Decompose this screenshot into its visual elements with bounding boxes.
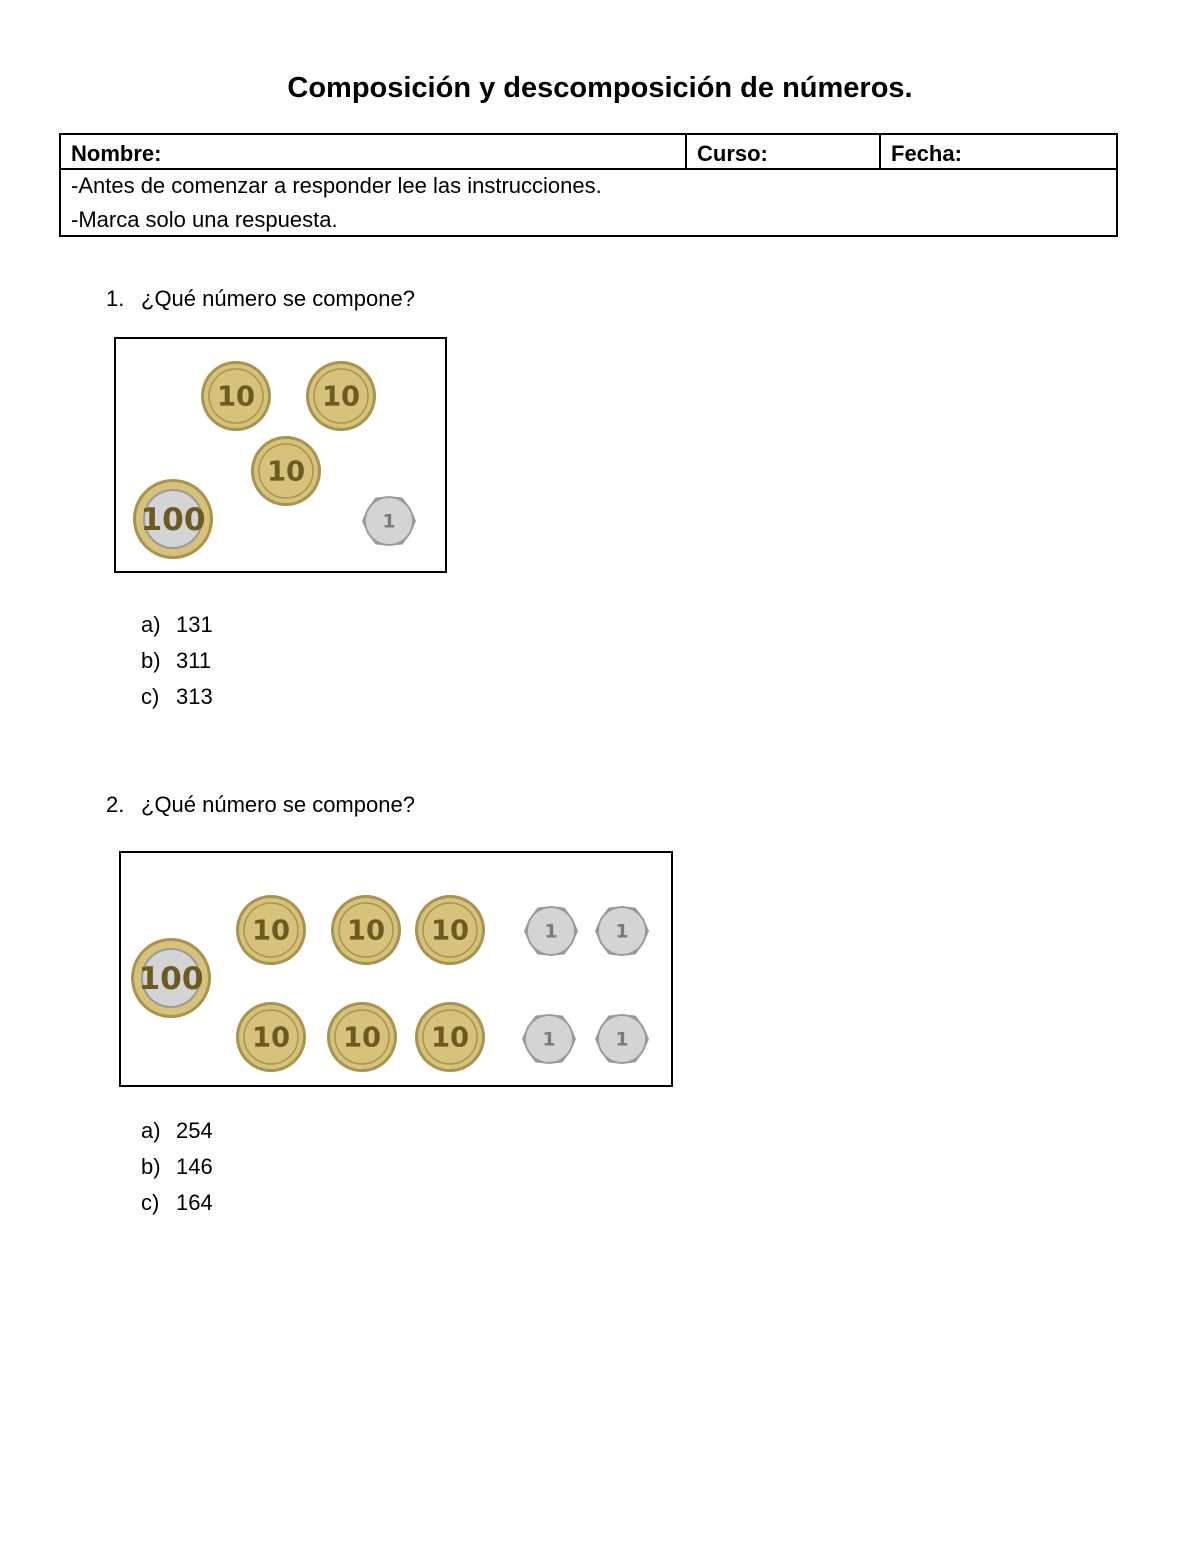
ten-peso-coin-icon — [235, 894, 307, 966]
svg-text:1: 1 — [615, 920, 629, 943]
student-info-row — [61, 135, 1116, 170]
svg-text:10: 10 — [342, 1022, 382, 1054]
answer-options-1 — [141, 607, 213, 715]
page-title: Composición y descomposición de números. — [287, 72, 913, 104]
option-a[interactable]: a) 131 — [141, 612, 213, 637]
option-a[interactable]: a) 254 — [141, 1118, 213, 1143]
svg-text:10: 10 — [216, 381, 256, 413]
svg-text:10: 10 — [251, 1022, 291, 1054]
one-peso-coin-icon — [594, 1011, 650, 1067]
question-number: 2. — [106, 792, 125, 817]
svg-text:100: 100 — [138, 960, 204, 997]
ten-peso-coin-icon — [200, 360, 272, 432]
svg-text:10: 10 — [430, 915, 470, 947]
svg-text:1: 1 — [382, 510, 396, 533]
svg-text:100: 100 — [140, 501, 206, 538]
svg-text:10: 10 — [430, 1022, 470, 1054]
instruction-read: -Antes de comenzar a responder lee las instrucciones. — [71, 173, 602, 198]
ten-peso-coin-icon — [414, 1001, 486, 1073]
nombre-field[interactable]: Nombre: — [61, 135, 687, 168]
svg-text:1: 1 — [542, 1028, 556, 1051]
question-text: ¿Qué número se compone? — [141, 286, 415, 311]
one-peso-coin-icon — [521, 1011, 577, 1067]
option-b[interactable]: b) 146 — [141, 1154, 213, 1179]
student-info-table — [59, 133, 1118, 237]
ten-peso-coin-icon — [305, 360, 377, 432]
question-text: ¿Qué número se compone? — [141, 792, 415, 817]
svg-text:1: 1 — [544, 920, 558, 943]
coin-image-1 — [114, 337, 447, 573]
coin-image-2 — [119, 851, 673, 1087]
svg-text:10: 10 — [251, 915, 291, 947]
one-peso-coin-icon — [523, 903, 579, 959]
option-c[interactable]: c) 164 — [141, 1190, 213, 1215]
fecha-field[interactable]: Fecha: — [891, 141, 962, 166]
ten-peso-coin-icon — [326, 1001, 398, 1073]
ten-peso-coin-icon — [250, 435, 322, 507]
option-c[interactable]: c) 313 — [141, 684, 213, 709]
curso-field[interactable]: Curso: — [687, 135, 881, 168]
svg-text:1: 1 — [615, 1028, 629, 1051]
instruction-single-answer: -Marca solo una respuesta. — [71, 207, 338, 232]
question-number: 1. — [106, 286, 125, 311]
ten-peso-coin-icon — [330, 894, 402, 966]
option-b[interactable]: b) 311 — [141, 648, 212, 673]
svg-text:10: 10 — [321, 381, 361, 413]
one-peso-coin-icon — [361, 493, 417, 549]
answer-options-2 — [141, 1113, 213, 1221]
hundred-peso-coin-icon — [130, 937, 212, 1019]
svg-text:10: 10 — [266, 456, 306, 488]
hundred-peso-coin-icon — [132, 478, 214, 560]
one-peso-coin-icon — [594, 903, 650, 959]
ten-peso-coin-icon — [414, 894, 486, 966]
svg-text:10: 10 — [346, 915, 386, 947]
question-1 — [106, 286, 415, 312]
question-2 — [106, 792, 415, 818]
ten-peso-coin-icon — [235, 1001, 307, 1073]
